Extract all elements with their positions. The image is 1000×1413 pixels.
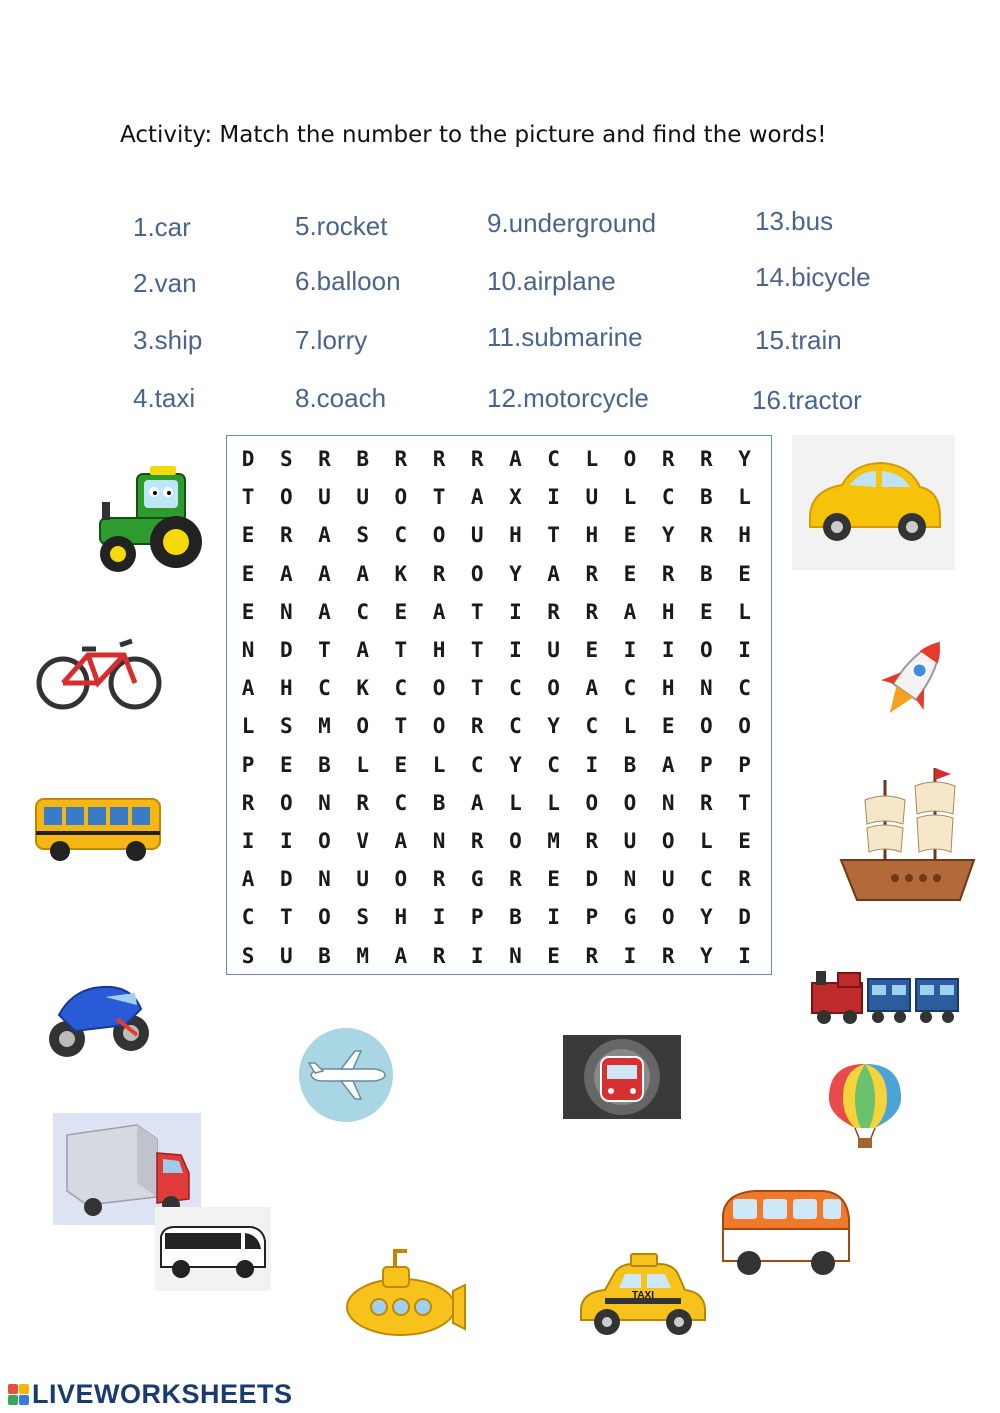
bicycle-icon[interactable] xyxy=(36,635,162,711)
grid-cell[interactable]: Y xyxy=(661,523,675,548)
grid-cell[interactable]: C xyxy=(738,676,751,701)
grid-cell[interactable]: R xyxy=(661,943,675,968)
grid-cell[interactable]: Y xyxy=(547,714,560,739)
grid-cell[interactable]: Y xyxy=(700,905,713,930)
grid-cell[interactable]: I xyxy=(738,943,751,968)
grid-cell[interactable]: S xyxy=(279,447,293,472)
grid-cell[interactable]: E xyxy=(394,599,408,624)
grid-cell[interactable]: A xyxy=(356,561,369,586)
grid-cell[interactable]: P xyxy=(738,752,751,777)
grid-cell[interactable]: A xyxy=(279,561,293,586)
grid-cell[interactable]: B xyxy=(700,485,713,510)
grid-cell[interactable]: H xyxy=(279,676,293,701)
logo-text: LIVEWORKSHEETS xyxy=(32,1379,293,1409)
grid-cell[interactable]: C xyxy=(470,752,484,777)
grid-cell[interactable]: D xyxy=(279,867,293,892)
grid-cell[interactable]: E xyxy=(241,561,255,586)
grid-cell[interactable]: C xyxy=(585,714,599,739)
grid-cell[interactable]: O xyxy=(356,714,369,739)
grid-cell[interactable]: G xyxy=(470,867,484,892)
grid-cell[interactable]: R xyxy=(661,561,675,586)
grid-cell[interactable]: N xyxy=(700,676,713,701)
grid-cell[interactable]: I xyxy=(241,828,255,853)
grid-cell[interactable]: E xyxy=(623,523,637,548)
grid-cell[interactable]: E xyxy=(547,867,560,892)
grid-cell[interactable]: T xyxy=(547,523,560,548)
grid-cell[interactable]: L xyxy=(509,790,522,815)
grid-cell[interactable]: C xyxy=(700,867,713,892)
grid-cell[interactable]: N xyxy=(318,867,331,892)
grid-cell[interactable]: L xyxy=(432,752,446,777)
grid-cell[interactable]: I xyxy=(509,638,522,663)
grid-cell[interactable]: E xyxy=(738,828,751,853)
balloon-icon[interactable] xyxy=(825,1060,905,1150)
grid-cell[interactable]: O xyxy=(394,485,408,510)
grid-cell[interactable]: C xyxy=(394,790,408,815)
grid-cell[interactable]: I xyxy=(470,943,484,968)
word-item: 8.coach xyxy=(295,383,387,413)
grid-cell[interactable]: E xyxy=(738,561,751,586)
grid-cell[interactable]: I xyxy=(279,828,293,853)
grid-cell[interactable]: N xyxy=(509,943,522,968)
grid-cell[interactable]: T xyxy=(470,638,484,663)
grid-cell[interactable]: L xyxy=(241,714,255,739)
taxi-sign-text: TAXI xyxy=(631,1290,655,1301)
grid-cell[interactable]: C xyxy=(241,905,255,930)
grid-cell[interactable]: A xyxy=(318,599,331,624)
grid-cell[interactable]: O xyxy=(661,905,675,930)
bus-icon[interactable] xyxy=(32,793,164,865)
grid-cell[interactable]: Y xyxy=(509,561,522,586)
word-item: 10.airplane xyxy=(487,266,616,296)
grid-cell[interactable]: O xyxy=(318,828,331,853)
grid-cell[interactable]: S xyxy=(279,714,293,739)
grid-cell[interactable]: A xyxy=(318,561,331,586)
grid-cell[interactable]: A xyxy=(241,867,255,892)
grid-cell[interactable]: U xyxy=(318,485,331,510)
grid-cell[interactable]: A xyxy=(356,638,369,663)
grid-cell[interactable]: C xyxy=(509,714,522,739)
grid-cell[interactable]: A xyxy=(547,561,560,586)
grid-cell[interactable]: B xyxy=(509,905,522,930)
grid-cell[interactable]: A xyxy=(394,943,408,968)
grid-cell[interactable]: O xyxy=(585,790,599,815)
grid-cell[interactable]: R xyxy=(279,523,293,548)
grid-cell[interactable]: L xyxy=(623,485,637,510)
grid-cell[interactable]: A xyxy=(470,790,484,815)
underground-icon[interactable] xyxy=(563,1035,681,1119)
grid-cell[interactable]: A xyxy=(585,676,599,701)
grid-cell[interactable]: B xyxy=(432,790,446,815)
grid-cell[interactable]: I xyxy=(738,638,751,663)
grid-cell[interactable]: N xyxy=(432,828,446,853)
grid-cell[interactable]: T xyxy=(738,790,751,815)
grid-cell[interactable]: O xyxy=(509,828,522,853)
grid-cell[interactable]: U xyxy=(470,523,484,548)
grid-cell[interactable]: O xyxy=(738,714,751,739)
grid-cell[interactable]: O xyxy=(547,676,560,701)
grid-cell[interactable]: C xyxy=(356,599,369,624)
grid-cell[interactable]: B xyxy=(318,752,331,777)
airplane-icon[interactable] xyxy=(297,1027,395,1123)
grid-cell[interactable]: E xyxy=(279,752,293,777)
word-item: 16.tractor xyxy=(752,385,862,415)
rocket-icon[interactable] xyxy=(875,625,955,730)
grid-cell[interactable]: H xyxy=(394,905,408,930)
word-item: 3.ship xyxy=(133,325,203,355)
grid-cell[interactable]: U xyxy=(623,828,637,853)
grid-cell[interactable]: N xyxy=(279,599,293,624)
grid-cell[interactable]: Y xyxy=(700,943,713,968)
grid-cell[interactable]: A xyxy=(318,523,331,548)
grid-cell[interactable]: O xyxy=(432,714,446,739)
grid-cell[interactable]: E xyxy=(585,638,599,663)
grid-cell[interactable]: H xyxy=(661,599,675,624)
grid-cell[interactable]: R xyxy=(432,943,446,968)
grid-cell[interactable]: D xyxy=(738,905,751,930)
grid-cell[interactable]: B xyxy=(356,447,369,472)
van-icon[interactable] xyxy=(715,1185,855,1285)
grid-cell[interactable]: X xyxy=(509,485,522,510)
grid-cell[interactable]: L xyxy=(585,447,599,472)
grid-cell[interactable]: L xyxy=(547,790,560,815)
grid-cell[interactable]: O xyxy=(700,714,713,739)
grid-cell[interactable]: U xyxy=(547,638,560,663)
grid-cell[interactable]: H xyxy=(661,676,675,701)
train-icon[interactable] xyxy=(808,965,963,1027)
grid-cell[interactable]: E xyxy=(700,599,713,624)
grid-cell[interactable]: R xyxy=(394,447,408,472)
grid-cell[interactable]: O xyxy=(623,447,637,472)
grid-cell[interactable]: D xyxy=(279,638,293,663)
grid-cell[interactable]: I xyxy=(509,599,522,624)
grid-cell[interactable]: R xyxy=(547,599,560,624)
grid-cell[interactable]: M xyxy=(356,943,369,968)
grid-cell[interactable]: Y xyxy=(738,447,751,472)
word-item: 7.lorry xyxy=(295,325,368,355)
grid-cell[interactable]: U xyxy=(356,867,369,892)
grid-cell[interactable]: C xyxy=(547,752,560,777)
grid-cell[interactable]: R xyxy=(700,447,713,472)
grid-cell[interactable]: O xyxy=(700,638,713,663)
grid-cell[interactable]: U xyxy=(661,867,675,892)
taxi-icon[interactable] xyxy=(575,1250,710,1342)
grid-cell[interactable]: V xyxy=(356,828,369,853)
grid-cell[interactable]: N xyxy=(623,867,637,892)
grid-cell[interactable]: R xyxy=(700,523,713,548)
grid-cell[interactable]: L xyxy=(700,828,713,853)
grid-cell[interactable]: E xyxy=(547,943,560,968)
grid-cell[interactable]: I xyxy=(623,943,637,968)
word-item: 14.bicycle xyxy=(755,262,871,292)
word-item: 2.van xyxy=(133,268,197,298)
ship-icon[interactable] xyxy=(835,760,980,910)
grid-cell[interactable]: I xyxy=(432,905,446,930)
grid-cell[interactable]: O xyxy=(470,561,484,586)
grid-cell[interactable]: L xyxy=(738,599,751,624)
word-item: 4.taxi xyxy=(133,383,196,413)
grid-cell[interactable]: P xyxy=(470,905,484,930)
grid-cell[interactable]: C xyxy=(509,676,522,701)
grid-cell[interactable]: K xyxy=(356,676,369,701)
grid-cell[interactable]: I xyxy=(547,905,560,930)
grid-cell[interactable]: U xyxy=(279,943,293,968)
grid-cell[interactable]: N xyxy=(318,790,331,815)
grid-cell[interactable]: K xyxy=(394,561,408,586)
grid-cell[interactable]: B xyxy=(623,752,637,777)
grid-cell[interactable]: O xyxy=(279,485,293,510)
car-icon[interactable] xyxy=(792,435,955,570)
grid-cell[interactable]: I xyxy=(547,485,560,510)
grid-cell[interactable]: R xyxy=(738,867,751,892)
grid-cell[interactable]: L xyxy=(356,752,369,777)
grid-cell[interactable]: E xyxy=(394,752,408,777)
word-item: 5.rocket xyxy=(295,211,388,241)
grid-cell[interactable]: T xyxy=(470,676,484,701)
grid-cell[interactable]: R xyxy=(318,447,331,472)
motorcycle-icon[interactable] xyxy=(45,975,153,1063)
grid-cell[interactable]: R xyxy=(585,599,599,624)
grid-cell[interactable]: R xyxy=(432,447,446,472)
grid-cell[interactable]: R xyxy=(509,867,522,892)
grid-cell[interactable]: R xyxy=(470,447,484,472)
activity-title: Activity: Match the number to the picture and find the words! xyxy=(120,122,827,148)
grid-cell[interactable]: U xyxy=(356,485,369,510)
grid-cell[interactable]: P xyxy=(241,752,255,777)
grid-cell[interactable]: O xyxy=(661,828,675,853)
grid-cell[interactable]: R xyxy=(241,790,255,815)
grid-cell[interactable]: E xyxy=(241,599,255,624)
grid-cell[interactable]: O xyxy=(279,790,293,815)
grid-cell[interactable]: C xyxy=(394,676,408,701)
grid-cell[interactable]: O xyxy=(394,867,408,892)
grid-cell[interactable]: C xyxy=(394,523,408,548)
grid-cell[interactable]: L xyxy=(738,485,751,510)
grid-cell[interactable]: E xyxy=(623,561,637,586)
grid-cell[interactable]: P xyxy=(700,752,713,777)
word-item: 13.bus xyxy=(755,206,834,236)
grid-cell[interactable]: T xyxy=(432,485,446,510)
submarine-icon[interactable] xyxy=(343,1245,468,1345)
word-item: 12.motorcycle xyxy=(487,383,649,413)
grid-cell[interactable]: G xyxy=(623,905,637,930)
tractor-icon[interactable] xyxy=(92,462,210,577)
word-item: 9.underground xyxy=(487,208,657,238)
grid-cell[interactable]: D xyxy=(585,867,599,892)
grid-cell[interactable]: I xyxy=(661,638,675,663)
grid-cell[interactable]: C xyxy=(318,676,331,701)
grid-cell[interactable]: T xyxy=(470,599,484,624)
grid-cell[interactable]: E xyxy=(661,714,675,739)
grid-cell[interactable]: R xyxy=(470,828,484,853)
grid-cell[interactable]: S xyxy=(241,943,255,968)
grid-cell[interactable]: I xyxy=(623,638,637,663)
liveworksheets-logo[interactable] xyxy=(8,1379,293,1410)
grid-cell[interactable]: T xyxy=(394,714,408,739)
grid-cell[interactable]: C xyxy=(623,676,637,701)
grid-cell[interactable]: A xyxy=(432,599,446,624)
grid-cell[interactable]: O xyxy=(432,676,446,701)
grid-cell[interactable]: P xyxy=(585,905,599,930)
word-search-grid[interactable] xyxy=(229,440,764,975)
grid-cell[interactable]: R xyxy=(585,943,599,968)
grid-cell[interactable]: T xyxy=(279,905,293,930)
grid-cell[interactable]: H xyxy=(432,638,446,663)
grid-cell[interactable]: O xyxy=(432,523,446,548)
grid-cell[interactable]: Y xyxy=(509,752,522,777)
grid-cell[interactable]: L xyxy=(623,714,637,739)
grid-cell[interactable]: R xyxy=(470,714,484,739)
grid-cell[interactable]: C xyxy=(661,485,675,510)
grid-cell[interactable]: A xyxy=(241,676,255,701)
grid-cell[interactable]: O xyxy=(318,905,331,930)
word-item: 6.balloon xyxy=(295,266,401,296)
grid-cell[interactable]: T xyxy=(318,638,331,663)
word-item: 1.car xyxy=(133,212,191,242)
grid-cell[interactable]: C xyxy=(547,447,560,472)
word-item: 11.submarine xyxy=(487,322,643,352)
grid-cell[interactable]: N xyxy=(661,790,675,815)
grid-cell[interactable]: A xyxy=(509,447,522,472)
grid-cell[interactable]: T xyxy=(394,638,408,663)
grid-cell[interactable]: U xyxy=(585,485,599,510)
grid-cell[interactable]: H xyxy=(738,523,751,548)
grid-cell[interactable]: A xyxy=(394,828,408,853)
grid-cell[interactable]: I xyxy=(585,752,599,777)
grid-cell[interactable]: S xyxy=(356,905,369,930)
grid-cell[interactable]: O xyxy=(623,790,637,815)
grid-cell[interactable]: R xyxy=(432,867,446,892)
grid-cell[interactable]: N xyxy=(241,638,255,663)
logo-mark-icon xyxy=(8,1384,29,1405)
grid-cell[interactable]: A xyxy=(661,752,675,777)
grid-cell[interactable]: D xyxy=(241,447,255,472)
word-item: 15.train xyxy=(755,325,842,355)
grid-cell[interactable]: R xyxy=(356,790,369,815)
grid-cell[interactable]: B xyxy=(318,943,331,968)
grid-cell[interactable]: H xyxy=(585,523,599,548)
grid-cell[interactable]: A xyxy=(623,599,637,624)
grid-cell[interactable]: B xyxy=(700,561,713,586)
grid-cell[interactable]: R xyxy=(661,447,675,472)
grid-cell[interactable]: E xyxy=(241,523,255,548)
grid-cell[interactable]: R xyxy=(585,561,599,586)
grid-cell[interactable]: T xyxy=(241,485,255,510)
grid-cell[interactable]: S xyxy=(356,523,369,548)
grid-cell[interactable]: R xyxy=(432,561,446,586)
grid-cell[interactable]: M xyxy=(318,714,331,739)
grid-cell[interactable]: A xyxy=(470,485,484,510)
grid-cell[interactable]: R xyxy=(585,828,599,853)
grid-cell[interactable]: R xyxy=(700,790,713,815)
coach-icon[interactable] xyxy=(155,1207,271,1291)
grid-cell[interactable]: H xyxy=(509,523,522,548)
grid-cell[interactable]: M xyxy=(547,828,560,853)
